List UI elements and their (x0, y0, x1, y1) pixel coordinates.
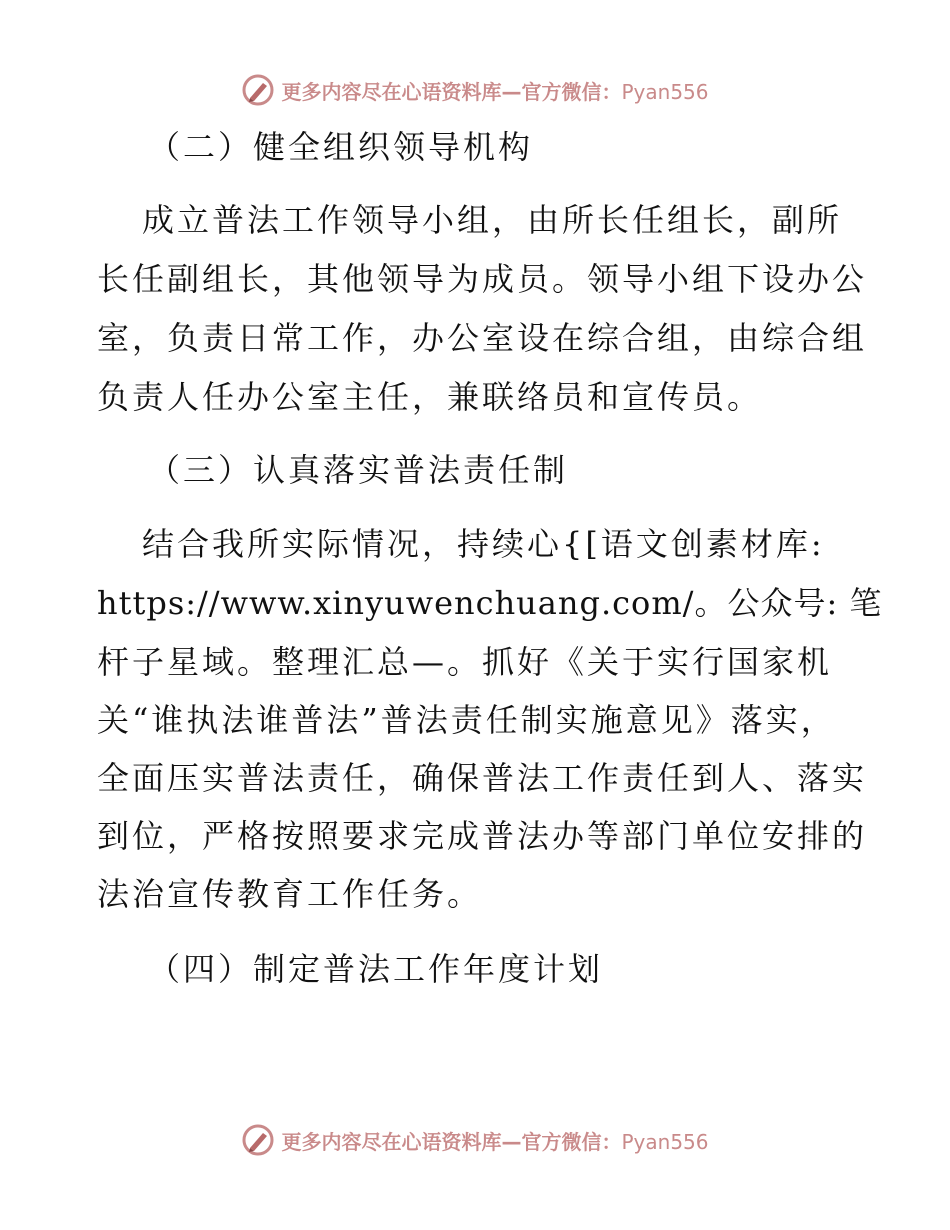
paragraph-line: 室，负责日常工作，办公室设在综合组，由综合组 (97, 319, 868, 357)
section-heading-4: （四）制定普法工作年度计划 (148, 950, 604, 988)
paragraph-line: 长任副组长，其他领导为成员。领导小组下设办公 (97, 260, 868, 298)
paragraph-line: 全面压实普法责任，确保普法工作责任到人、落实 (97, 759, 868, 797)
pen-logo-icon (241, 1123, 275, 1157)
paragraph-line: 结合我所实际情况，持续心{[语文创素材库: (142, 525, 825, 563)
paragraph-line: 到位，严格按照要求完成普法办等部门单位安排的 (97, 817, 868, 855)
header-watermark (0, 72, 950, 108)
watermark-text: 更多内容尽在心语资料库—官方微信：Pyan556 (281, 79, 709, 104)
paragraph-line: 成立普法工作领导小组，由所长任组长，副所 (142, 201, 843, 239)
section-heading-2: （二）健全组织领导机构 (148, 128, 534, 166)
watermark-text: 更多内容尽在心语资料库—官方微信：Pyan556 (281, 1129, 709, 1154)
paragraph-line: 法治宣传教育工作任务。 (97, 875, 483, 913)
paragraph-line: https://www.xinyuwenchuang.com/。公众号: 笔 (97, 584, 883, 622)
pen-logo-icon (241, 73, 275, 107)
footer-watermark (0, 1122, 950, 1158)
paragraph-line: 负责人任办公室主任，兼联络员和宣传员。 (97, 378, 763, 416)
paragraph-line: 关“谁执法谁普法”普法责任制实施意见》落实， (97, 701, 836, 739)
section-heading-3: （三）认真落实普法责任制 (148, 451, 569, 489)
paragraph-line: 杆子星域。整理汇总—。抓好《关于实行国家机 (97, 643, 833, 681)
